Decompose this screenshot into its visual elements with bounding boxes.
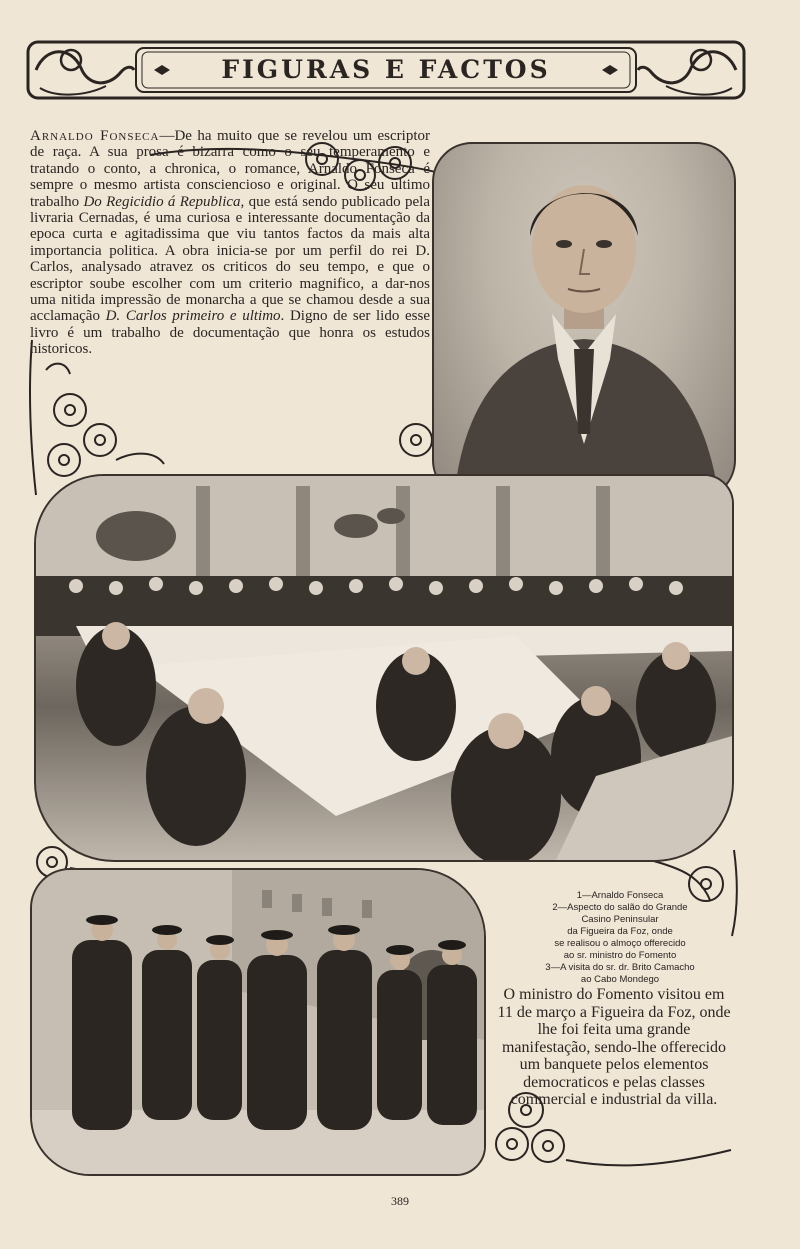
caption-line: se realisou o almoço offerecido <box>554 938 686 949</box>
banquet-illustration <box>36 476 732 860</box>
news-paragraph: O ministro do Fomento visitou em 11 de março a Figueira da Foz, onde lhe foi feita uma grande manifestação, sendo-lhe offerecido um banquete pelos elementos democraticos e pelas classes commercial e industrial da villa. <box>497 986 731 1108</box>
intro-text-part: , que está sendo publicado pela livraria Cernadas, é uma curiosa e interessante documentação da epoca curta e agitadissima que viu tantos factos da mais alta importancia politica. A obra inicia-se por um perfil do rei D. Carlos, analysado atravez os criticos do seu tempo, e que o escriptor soube escolher com um criterio magnifico, a dar-nos uma nitida impressão de monarcha a que se chamou desde a sua acclamação <box>30 193 430 325</box>
portrait-photo <box>432 142 736 500</box>
caption-line: ao sr. ministro do Fomento <box>563 950 677 961</box>
intro-article <box>30 128 430 358</box>
author-name: Arnaldo Fonseca <box>30 128 160 144</box>
photo-captions <box>500 890 740 986</box>
caption-line: 1—Arnaldo Fonseca <box>576 890 664 901</box>
page-number: 389 <box>391 1194 409 1208</box>
intro-text-part: . Digno de ser lido esse livro é um trabalho de documentação que honra os estudos historicos. <box>30 308 430 358</box>
book-title: Do Regicidio á Republica <box>83 193 241 210</box>
visit-photo <box>30 868 486 1176</box>
caption-line: da Figueira da Foz, onde <box>567 926 673 937</box>
intro-text-part: —De ha muito que se revelou um escriptor de raça. A sua prosa é bizarra como o seu temperamento e tratando o conto, a chronica, o romance, Arnaldo Fonseca é sempre o mesmo artista consciencioso e original. O seu ultimo trabalho <box>30 128 430 210</box>
king-title: D. Carlos primeiro e ultimo <box>105 308 281 325</box>
visit-illustration <box>32 870 484 1174</box>
caption-line: ao Cabo Mondego <box>580 974 660 985</box>
caption-line: Casino Peninsular <box>581 914 659 925</box>
caption-line: 3—A visita do sr. dr. Brito Camacho <box>545 962 695 973</box>
portrait-illustration <box>434 144 734 498</box>
header-banner <box>26 38 746 102</box>
banquet-photo <box>34 474 734 862</box>
page-title: FIGURAS E FACTOS <box>221 55 551 84</box>
caption-line: 2—Aspecto do salão do Grande <box>552 902 688 913</box>
